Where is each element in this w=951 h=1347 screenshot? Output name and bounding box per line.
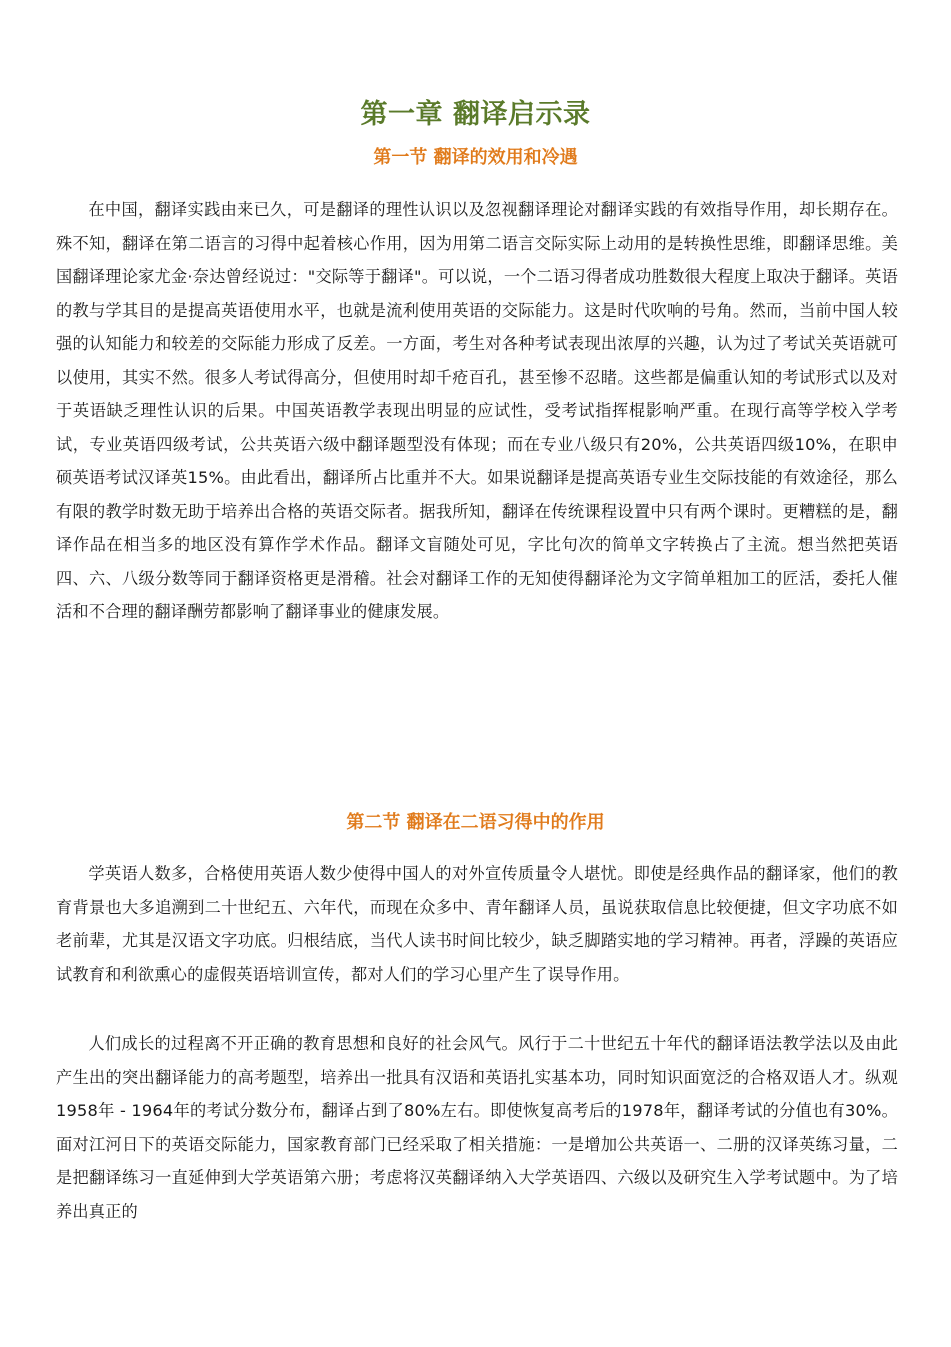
section-title-1: 第一节 翻译的效用和冷遇 [373, 147, 578, 168]
section-1-paragraph-1: 在中国，翻译实践由来已久，可是翻译的理性认识以及忽视翻译理论对翻译实践的有效指导作用，却长期存在。殊不知，翻译在第二语言的习得中起着核心作用，因为用第二语言交际实际上动用的是转换性思维，即翻译思维。美国翻译理论家尤金·奈达曾经说过："交际等于翻译"。可以说，一个二语习得者成功胜数很大程度上取决于翻译。英语的教与学其目的是提高英语使用水平，也就是流利使用英语的交际能力。这是时代吹响的号角。然而，当前中国人较强的认知能力和较差的交际能力形成了反差。一方面，考生对各种考试表现出浓厚的兴趣，认为过了考试关英语就可以使用，其实不然。很多人考试得高分，但使用时却千疮百孔，甚至惨不忍睹。这些都是偏重认知的考试形式以及对于英语缺乏理性认识的后果。中国英语教学表现出明显的应试性，受考试指挥棍影响严重。在现行高等学校入学考试，专业英语四级考试，公共英语六级中翻译题型没有体现；而在专业八级只有20%，公共英语四级10%，在职申硕英语考试汉译英15%。由此看出，翻译所占比重并不大。如果说翻译是提高英语专业生交际技能的有效途径，那么有限的教学时数无助于培养出合格的英语交际者。据我所知，翻译在传统课程设置中只有两个课时。更糟糕的是，翻译作品在相当多的地区没有算作学术作品。翻译文盲随处可见，字比句次的简单文字转换占了主流。想当然把英语四、六、八级分数等同于翻译资格更是滑稽。社会对翻译工作的无知使得翻译沦为文字简单粗加工的匠活，委托人催活和不合理的翻译酬劳都影响了翻译事业的健康发展。 [56, 200, 898, 621]
chapter-title: 第一章 翻译启示录 [360, 99, 591, 131]
section-title-2: 第二节 翻译在二语习得中的作用 [346, 812, 605, 833]
section-2-paragraph-2: 人们成长的过程离不开正确的教育思想和良好的社会风气。风行于二十世纪五十年代的翻译语法教学法以及由此产生出的突出翻译能力的高考题型，培养出一批具有汉语和英语扎实基本功，同时知识面宽泛的合格双语人才。纵观1958年 - 1964年的考试分数分布，翻译占到了80%左右。即使恢复高考后的1978年，翻译考试的分值也有30%。面对江河日下的英语交际能力，国家教育部门已经采取了相关措施：一是增加公共英语一、二册的汉译英练习量，二是把翻译练习一直延伸到大学英语第六册；考虑将汉英翻译纳入大学英语四、六级以及研究生入学考试题中。为了培养出真正的 [56, 1034, 898, 1221]
section-2-paragraph-1: 学英语人数多，合格使用英语人数少使得中国人的对外宣传质量令人堪忧。即使是经典作品的翻译家，他们的教育背景也大多追溯到二十世纪五、六年代，而现在众多中、青年翻译人员，虽说获取信息比较便捷，但文字功底不如老前辈，尤其是汉语文字功底。归根结底，当代人读书时间比较少，缺乏脚踏实地的学习精神。再者，浮躁的英语应试教育和利欲熏心的虚假英语培训宣传，都对人们的学习心里产生了误导作用。 [56, 864, 898, 984]
